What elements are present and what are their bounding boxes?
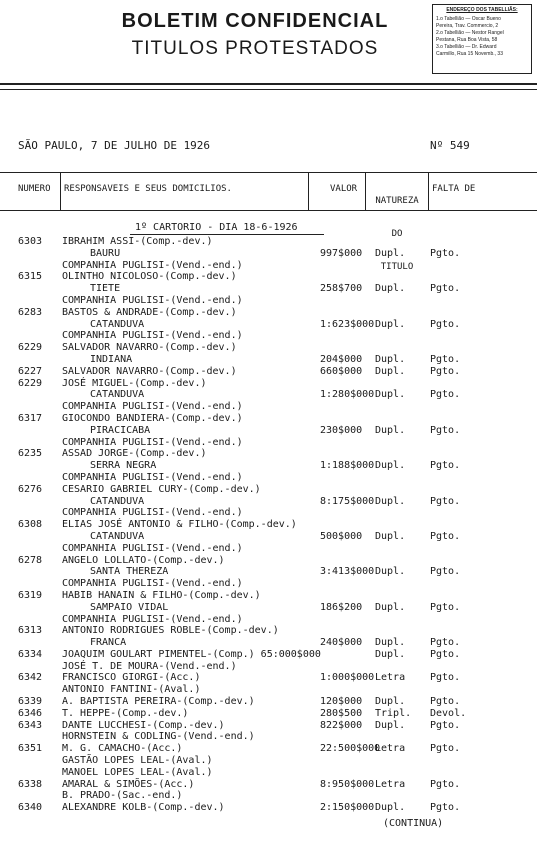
record-row bbox=[0, 413, 537, 425]
record-value: 997$000 bbox=[320, 247, 363, 259]
record-row bbox=[0, 378, 537, 390]
record-status: Devol. bbox=[430, 707, 467, 719]
column-header-natureza-line: TITULO bbox=[380, 262, 414, 272]
record-status: Pgto. bbox=[430, 353, 461, 365]
record-title-type: Dupl. bbox=[375, 530, 406, 542]
record-number: 6346 bbox=[18, 707, 43, 719]
record-city: SAMPAIO VIDAL bbox=[90, 601, 169, 613]
record-row bbox=[0, 802, 537, 814]
record-row bbox=[0, 354, 537, 366]
record-row bbox=[0, 755, 537, 767]
record-row bbox=[0, 720, 537, 732]
dateline: SÃO PAULO, 7 DE JULHO DE 1926 bbox=[18, 139, 211, 152]
record-row bbox=[0, 330, 537, 342]
record-party: IBRAHIM ASSI-(Comp.-dev.) bbox=[62, 236, 213, 247]
record-title-type: Letra bbox=[375, 743, 406, 755]
record-row bbox=[0, 401, 537, 413]
record-value: 1:280$000 bbox=[320, 389, 375, 401]
record-title-type: Dupl. bbox=[375, 353, 406, 365]
record-value: 3:413$000 bbox=[320, 566, 375, 578]
record-title-type: Dupl. bbox=[375, 648, 406, 660]
record-row bbox=[0, 271, 537, 283]
record-title-type: Letra bbox=[375, 672, 406, 684]
record-city: INDIANA bbox=[90, 353, 133, 365]
address-line: 3.o Tabellião — Dr. Edward bbox=[436, 44, 497, 50]
record-value: 186$200 bbox=[320, 601, 363, 613]
record-title-type: Dupl. bbox=[375, 424, 406, 436]
record-party: ANGELO LOLLATO-(Comp.-dev.) bbox=[62, 554, 225, 566]
record-title-type: Dupl. bbox=[375, 696, 406, 708]
record-title-type: Tripl. bbox=[375, 707, 412, 719]
record-number: 6343 bbox=[18, 719, 43, 731]
record-title-type: Letra bbox=[375, 778, 406, 790]
column-divider bbox=[308, 172, 309, 210]
record-row bbox=[0, 472, 537, 484]
record-status: Pgto. bbox=[430, 743, 461, 755]
record-row bbox=[0, 696, 537, 708]
record-party: COMPANHIA PUGLISI-(Vend.-end.) bbox=[62, 436, 243, 448]
column-divider bbox=[60, 172, 61, 210]
record-row bbox=[0, 425, 537, 437]
record-row bbox=[0, 236, 537, 248]
record-row bbox=[0, 684, 537, 696]
record-value: 500$000 bbox=[320, 530, 363, 542]
record-row bbox=[0, 661, 537, 673]
record-party: SALVADOR NAVARRO-(Comp.-dev.) bbox=[62, 342, 237, 354]
record-party: COMPANHIA PUGLISI-(Vend.-end.) bbox=[62, 507, 243, 519]
record-row bbox=[0, 484, 537, 496]
record-row bbox=[0, 649, 537, 661]
table-header-bottom-rule bbox=[0, 210, 537, 211]
addresses-box bbox=[432, 4, 532, 74]
record-city: TIETE bbox=[90, 283, 121, 295]
record-row bbox=[0, 460, 537, 472]
record-value: 22:500$000 bbox=[320, 743, 381, 755]
record-title-type: Dupl. bbox=[375, 460, 406, 472]
record-number: 6342 bbox=[18, 672, 43, 684]
record-status: Pgto. bbox=[430, 365, 461, 377]
record-number: 6338 bbox=[18, 778, 43, 790]
column-header-numero: NUMERO bbox=[18, 184, 51, 194]
record-party: CESARIO GABRIEL CURY-(Comp.-dev.) bbox=[62, 483, 261, 495]
record-status: Pgto. bbox=[430, 247, 461, 259]
column-divider bbox=[428, 172, 429, 210]
record-party: SALVADOR NAVARRO-(Comp.-dev.) bbox=[62, 365, 237, 377]
issue-number: Nº 549 bbox=[430, 139, 470, 152]
address-line: Carmillo, Rua 15 Novemb., 33 bbox=[436, 51, 503, 57]
record-party: DANTE LUCCHESI-(Comp.-dev.) bbox=[62, 719, 225, 731]
record-row bbox=[0, 708, 537, 720]
record-value: 1:623$000 bbox=[320, 318, 375, 330]
record-row bbox=[0, 295, 537, 307]
record-value: 120$000 bbox=[320, 696, 363, 708]
record-row bbox=[0, 531, 537, 543]
record-party: COMPANHIA PUGLISI-(Vend.-end.) bbox=[62, 330, 243, 342]
record-city: FRANCA bbox=[90, 637, 127, 649]
record-party: HORNSTEIN & CODLING-(Vend.-end.) bbox=[62, 731, 255, 743]
record-party: ASSAD JORGE-(Comp.-dev.) bbox=[62, 448, 207, 460]
record-party: GIOCONDO BANDIERA-(Comp.-dev.) bbox=[62, 412, 243, 424]
page-subtitle: TITULOS PROTESTADOS bbox=[131, 38, 379, 59]
record-status: Pgto. bbox=[430, 566, 461, 578]
record-row bbox=[0, 743, 537, 755]
record-number: 6229 bbox=[18, 377, 43, 389]
record-status: Pgto. bbox=[430, 530, 461, 542]
record-city: CATANDUVA bbox=[90, 389, 145, 401]
address-line: Pestana, Rua Boa Vista, 58 bbox=[436, 37, 498, 43]
record-row bbox=[0, 625, 537, 637]
record-party: GASTÃO LOPES LEAL-(Aval.) bbox=[62, 755, 213, 767]
record-party: JOAQUIM GOULART PIMENTEL-(Comp.) 65:000$000 bbox=[62, 648, 321, 660]
record-number: 6227 bbox=[18, 365, 43, 377]
record-number: 6303 bbox=[18, 236, 43, 247]
record-party: ANTONIO FANTINI-(Aval.) bbox=[62, 684, 201, 696]
record-party: A. BAPTISTA PEREIRA-(Comp.-dev.) bbox=[62, 696, 255, 708]
record-party: ANTONIO RODRIGUES ROBLE-(Comp.-dev.) bbox=[62, 625, 279, 637]
record-number: 6308 bbox=[18, 519, 43, 531]
column-header-natureza-line: DO bbox=[391, 229, 403, 239]
record-status: Pgto. bbox=[430, 424, 461, 436]
record-row bbox=[0, 555, 537, 567]
header-rule bbox=[0, 83, 537, 85]
table-header-top-rule bbox=[0, 172, 537, 173]
record-title-type: Dupl. bbox=[375, 802, 406, 814]
record-number: 6339 bbox=[18, 696, 43, 708]
record-row bbox=[0, 366, 537, 378]
record-number: 6283 bbox=[18, 306, 43, 318]
record-row bbox=[0, 637, 537, 649]
record-row bbox=[0, 779, 537, 791]
record-city: CATANDUVA bbox=[90, 318, 145, 330]
record-party: COMPANHIA PUGLISI-(Vend.-end.) bbox=[62, 578, 243, 590]
record-title-type: Dupl. bbox=[375, 365, 406, 377]
record-row bbox=[0, 319, 537, 331]
record-row bbox=[0, 437, 537, 449]
record-party: COMPANHIA PUGLISI-(Vend.-end.) bbox=[62, 294, 243, 306]
record-status: Pgto. bbox=[430, 778, 461, 790]
record-party: ELIAS JOSÉ ANTONIO & FILHO-(Comp.-dev.) bbox=[62, 519, 297, 531]
record-value: 660$000 bbox=[320, 365, 363, 377]
record-city: CATANDUVA bbox=[90, 495, 145, 507]
record-row bbox=[0, 578, 537, 590]
record-status: Pgto. bbox=[430, 648, 461, 660]
continues-note: (CONTINUA) bbox=[383, 818, 444, 829]
record-status: Pgto. bbox=[430, 672, 461, 684]
record-party: MANOEL LOPES LEAL-(Aval.) bbox=[62, 766, 213, 778]
record-value: 8:950$000 bbox=[320, 778, 375, 790]
record-value: 230$000 bbox=[320, 424, 363, 436]
record-status: Pgto. bbox=[430, 495, 461, 507]
record-party: OLINTHO NICOLOSO-(Comp.-dev.) bbox=[62, 271, 237, 283]
record-party: AMARAL & SIMÕES-(Acc.) bbox=[62, 778, 195, 790]
record-number: 6313 bbox=[18, 625, 43, 637]
column-header-valor: VALOR bbox=[330, 184, 358, 194]
record-row bbox=[0, 448, 537, 460]
record-title-type: Dupl. bbox=[375, 719, 406, 731]
record-number: 6229 bbox=[18, 342, 43, 354]
record-row bbox=[0, 543, 537, 555]
record-number: 6276 bbox=[18, 483, 43, 495]
record-party: B. PRADO-(Sac.-end.) bbox=[62, 790, 183, 802]
address-line: Pereira, Trav. Commercio, 2 bbox=[436, 23, 499, 29]
record-party: COMPANHIA PUGLISI-(Vend.-end.) bbox=[62, 613, 243, 625]
record-party: JOSÉ T. DE MOURA-(Vend.-end.) bbox=[62, 660, 237, 672]
record-party: COMPANHIA PUGLISI-(Vend.-end.) bbox=[62, 471, 243, 483]
record-title-type: Dupl. bbox=[375, 318, 406, 330]
record-party: M. G. CAMACHO-(Acc.) bbox=[62, 743, 183, 755]
record-value: 280$500 bbox=[320, 707, 363, 719]
record-row bbox=[0, 342, 537, 354]
record-status: Pgto. bbox=[430, 318, 461, 330]
record-city: SERRA NEGRA bbox=[90, 460, 157, 472]
address-line: 2.o Tabellião — Nestor Rangel bbox=[436, 30, 504, 36]
record-city: CATANDUVA bbox=[90, 530, 145, 542]
column-header-falta: FALTA DE bbox=[432, 184, 476, 194]
record-status: Pgto. bbox=[430, 389, 461, 401]
record-row bbox=[0, 507, 537, 519]
record-party: JOSÉ MIGUEL-(Comp.-dev.) bbox=[62, 377, 207, 389]
records-list bbox=[0, 236, 537, 814]
section-heading: 1º CARTORIO - DIA 18-6-1926 bbox=[135, 222, 298, 233]
record-party: HABIB HANAIN & FILHO-(Comp.-dev.) bbox=[62, 589, 261, 601]
record-row bbox=[0, 602, 537, 614]
record-row bbox=[0, 672, 537, 684]
record-party: T. HEPPE-(Comp.-dev.) bbox=[62, 707, 189, 719]
record-row bbox=[0, 614, 537, 626]
record-number: 6317 bbox=[18, 412, 43, 424]
record-status: Pgto. bbox=[430, 802, 461, 814]
record-value: 1:000$000 bbox=[320, 672, 375, 684]
record-row bbox=[0, 519, 537, 531]
record-value: 8:175$000 bbox=[320, 495, 375, 507]
record-value: 822$000 bbox=[320, 719, 363, 731]
record-number: 6334 bbox=[18, 648, 43, 660]
record-value: 240$000 bbox=[320, 637, 363, 649]
address-line: 1.o Tabellião — Oscar Bueno bbox=[436, 16, 501, 22]
section-underline bbox=[130, 234, 324, 235]
record-status: Pgto. bbox=[430, 719, 461, 731]
record-value: 204$000 bbox=[320, 353, 363, 365]
record-party: BASTOS & ANDRADE-(Comp.-dev.) bbox=[62, 306, 237, 318]
record-title-type: Dupl. bbox=[375, 389, 406, 401]
record-status: Pgto. bbox=[430, 460, 461, 472]
header-rule-thin bbox=[0, 89, 537, 90]
column-header-natureza-line: NATUREZA bbox=[375, 196, 419, 206]
page-title: BOLETIM CONFIDENCIAL bbox=[121, 10, 389, 32]
column-header-responsaveis: RESPONSAVEIS E SEUS DOMICILIOS. bbox=[64, 184, 232, 194]
record-number: 6278 bbox=[18, 554, 43, 566]
record-title-type: Dupl. bbox=[375, 283, 406, 295]
record-title-type: Dupl. bbox=[375, 601, 406, 613]
record-status: Pgto. bbox=[430, 601, 461, 613]
record-number: 6319 bbox=[18, 589, 43, 601]
record-party: COMPANHIA PUGLISI-(Vend.-end.) bbox=[62, 401, 243, 413]
record-row bbox=[0, 767, 537, 779]
record-number: 6315 bbox=[18, 271, 43, 283]
record-value: 2:150$000 bbox=[320, 802, 375, 814]
record-row bbox=[0, 307, 537, 319]
record-status: Pgto. bbox=[430, 696, 461, 708]
record-party: FRANCISCO GIORGI-(Acc.) bbox=[62, 672, 201, 684]
record-row bbox=[0, 590, 537, 602]
record-number: 6235 bbox=[18, 448, 43, 460]
record-value: 258$700 bbox=[320, 283, 363, 295]
record-party: COMPANHIA PUGLISI-(Vend.-end.) bbox=[62, 542, 243, 554]
record-row bbox=[0, 731, 537, 743]
record-title-type: Dupl. bbox=[375, 247, 406, 259]
record-number: 6351 bbox=[18, 743, 43, 755]
record-value: 1:188$000 bbox=[320, 460, 375, 472]
addresses-title: ENDEREÇO DOS TABELLIÃS: bbox=[446, 7, 518, 13]
column-divider bbox=[365, 172, 366, 210]
record-row bbox=[0, 790, 537, 802]
record-title-type: Dupl. bbox=[375, 637, 406, 649]
record-row bbox=[0, 389, 537, 401]
record-row bbox=[0, 248, 537, 260]
record-party: COMPANHIA PUGLISI-(Vend.-end.) bbox=[62, 259, 243, 271]
record-title-type: Dupl. bbox=[375, 495, 406, 507]
record-city: PIRACICABA bbox=[90, 424, 151, 436]
record-row bbox=[0, 283, 537, 295]
record-number: 6340 bbox=[18, 802, 43, 814]
record-row bbox=[0, 566, 537, 578]
record-status: Pgto. bbox=[430, 283, 461, 295]
record-party: ALEXANDRE KOLB-(Comp.-dev.) bbox=[62, 802, 225, 814]
record-city: BAURU bbox=[90, 247, 121, 259]
record-row bbox=[0, 496, 537, 508]
record-status: Pgto. bbox=[430, 637, 461, 649]
record-city: SANTA THEREZA bbox=[90, 566, 169, 578]
record-row bbox=[0, 260, 537, 272]
record-title-type: Dupl. bbox=[375, 566, 406, 578]
